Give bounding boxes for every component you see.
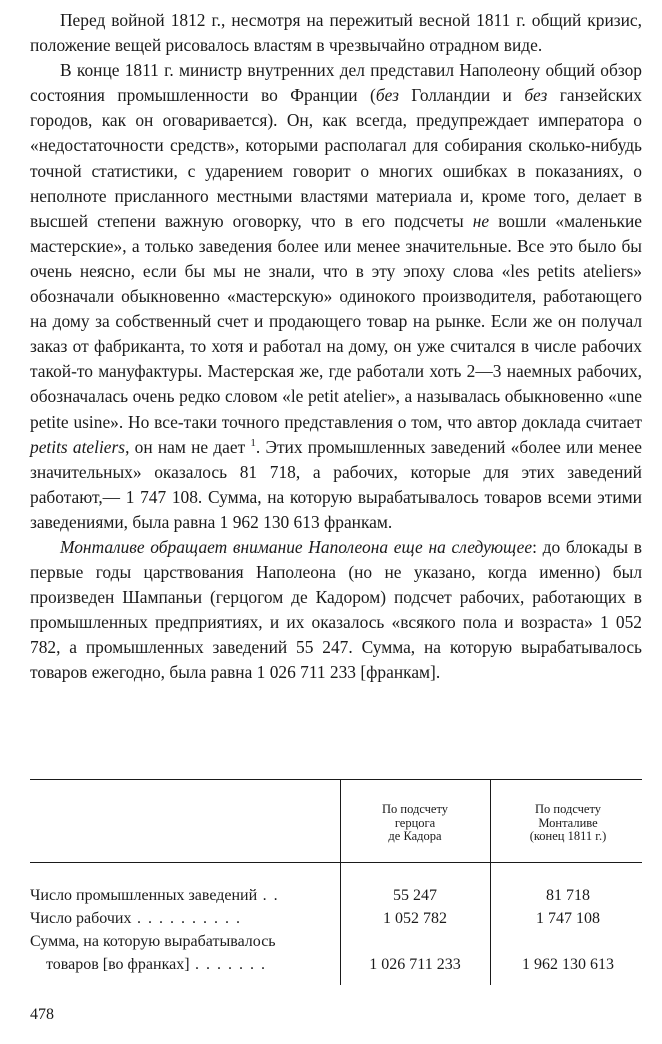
table-cell: 81 718 <box>546 887 590 904</box>
table-header-rule <box>30 862 642 863</box>
table-row-label: Число промышленных заведений . . <box>30 887 280 904</box>
table-column-divider <box>340 779 341 985</box>
italic-text: без <box>524 85 548 106</box>
table-cell: 1 052 782 <box>383 910 447 927</box>
table-row-label: Сумма, на которую вырабатывалось товаров [во франках] . . . . . . . <box>30 933 276 973</box>
text-run: : до блокады в первые годы царствования Наполеона (но не указано, когда именно) был произведен Шампаньи (герцогом де Кадором) подсчет рабочих, работающих в промышленных предприятиях, и их оказалось «всякого пола и возраста» 1 052 782, а промышленных заведений 55 247. Сумма, на которую вырабатывалось товаров ежегодно, была равна 1 026 711 233 [франкам]. <box>30 536 642 683</box>
text-run: Перед войной 1812 г., несмотря на пережитый весной 1811 г. общий кризис, положение вещей рисовалось властям в чрезвычайно отрадном виде. <box>30 10 642 56</box>
table-cell: 1 962 130 613 <box>522 956 614 973</box>
text-run: . Этих промышленных заведений «более или менее значительных» оказалось 81 718, а рабочих, которые для этих заведений работают,— 1 747 108. Сумма, на которую вырабатывалось товаров всеми этими заведениями, была равна 1 962 130 613 франкам. <box>30 436 642 532</box>
body-text <box>30 8 642 686</box>
table-column-divider <box>490 779 491 985</box>
text-run: В конце 1811 г. министр внутренних дел представил Наполеону общий обзор состояния промышленности во Франции ( <box>30 60 642 106</box>
paragraph <box>30 535 642 686</box>
text-run: вошли «маленькие мастерские», а только заведения более или менее значительные. Все это было бы очень неясно, если бы мы не знали, что в эту эпоху слова «les petits ateliers» обозначали обыкновенно «мастерскую» одинокого производителя, работающего на дому за собственный счет и продающего товар на рынке. Если же он получал заказ от фабриканта, то хотя и работал на дому, он уже считался в числе рабочих такой-то мануфактуры. Мастерская же, где работали хоть 2—3 наемных рабочих, обозначалась очень редко словом «le petit atelier», а называлась обыкновенно «une petite usine». Но все-таки точного представления о том, что автор доклада считает <box>30 210 642 432</box>
italic-text: не <box>472 210 490 231</box>
table-row-label: Число рабочих . . . . . . . . . . <box>30 910 242 927</box>
footnote-marker: 1 <box>250 436 256 449</box>
table-header-montalivet: По подсчету Монталиве (конец 1811 г.) <box>529 802 607 843</box>
paragraph <box>30 58 642 535</box>
table-cell: 1 747 108 <box>536 910 600 927</box>
table-top-rule <box>30 779 642 780</box>
table-cell: 55 247 <box>393 887 437 904</box>
italic-text: petits ateliers <box>30 436 126 457</box>
table-header-kador: По подсчету герцога де Кадора <box>381 802 449 843</box>
table-cell: 1 026 711 233 <box>369 956 461 973</box>
text-run: , он нам не дает <box>125 436 251 457</box>
italic-text: Монталиве обращает внимание Наполеона еще на следующее <box>60 536 533 557</box>
paragraph <box>30 8 642 58</box>
italic-text: без <box>375 85 399 106</box>
page-number: 478 <box>30 1006 54 1023</box>
text-run: ганзейских городов, как он оговаривается). Он, как всегда, предупреждает императора о «недостаточности средств», которыми располагал для собирания сколько-нибудь точной статистики, с ударением говорит о многих ошибках в показаниях, о неполноте присланного местными властями материала и, кроме того, делает в высшей степени важную оговорку, что в его подсчеты <box>30 85 643 231</box>
text-run: Голландии и <box>398 85 525 106</box>
